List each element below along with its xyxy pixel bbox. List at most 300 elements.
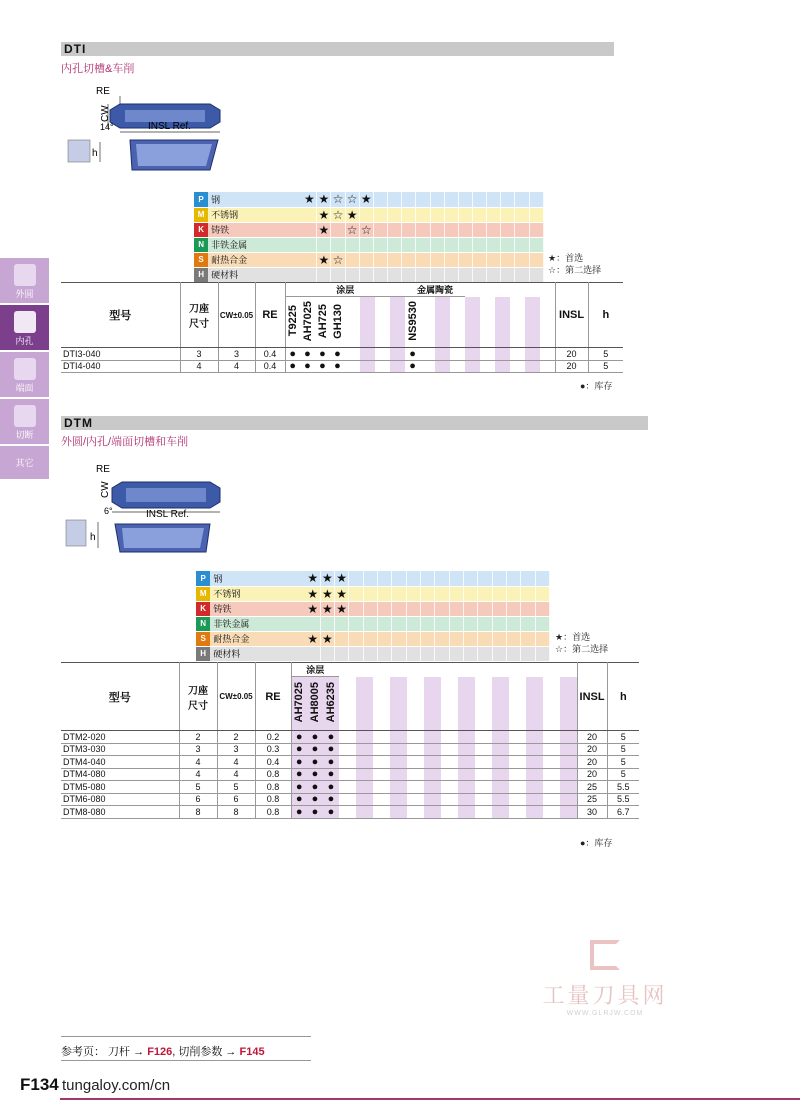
section-code: DTI	[64, 42, 87, 56]
sidebar-tab-external[interactable]	[0, 258, 49, 304]
empty-grade-cell	[378, 631, 392, 646]
empty-stock-cell	[435, 348, 450, 361]
iso-letter: M	[196, 586, 210, 601]
model-cell: DTI4-040	[61, 360, 180, 373]
empty-grade-cell	[435, 631, 449, 646]
holder-size-cell: 4	[180, 360, 218, 373]
empty-grade-cell	[458, 207, 472, 222]
cw-cell: 5	[217, 781, 255, 794]
empty-stock-cell	[543, 806, 560, 819]
empty-stock-cell	[492, 731, 509, 744]
empty-grade-cell	[529, 237, 543, 252]
empty-grade-cell	[506, 601, 520, 616]
coated-group-label: 涂层	[291, 663, 339, 677]
empty-grade-cell	[487, 207, 501, 222]
grade-recommendation: ★	[318, 192, 330, 207]
empty-stock-cell	[492, 793, 509, 806]
empty-stock-cell	[390, 743, 407, 756]
empty-grade-cell	[435, 646, 449, 661]
cw-label: CW	[100, 105, 111, 122]
material-name: 耐热合金	[208, 252, 302, 267]
sidebar-tab-face[interactable]	[0, 352, 49, 398]
empty-stock-cell	[373, 793, 390, 806]
empty-grade-cell	[430, 192, 444, 207]
empty-grade-cell	[463, 586, 477, 601]
stock-dot: ●	[285, 360, 300, 373]
empty-grade-header	[475, 677, 492, 731]
empty-stock-cell	[510, 348, 525, 361]
legend-preferred: ★：首选	[555, 632, 591, 642]
stock-dot: ●	[291, 768, 307, 781]
model-cell: DTM4-080	[61, 768, 179, 781]
stock-dot: ●	[307, 756, 323, 769]
empty-grade-cell	[435, 601, 449, 616]
grade-recommendation: ★	[336, 571, 348, 586]
empty-stock-cell	[339, 768, 356, 781]
empty-grade-cell	[392, 601, 406, 616]
empty-grade-cell	[420, 646, 434, 661]
empty-grade-cell	[515, 207, 529, 222]
table-row	[61, 360, 623, 373]
stock-dot: ●	[323, 781, 339, 794]
empty-grade-cell	[406, 601, 420, 616]
sidebar-tab-other[interactable]	[0, 446, 49, 480]
empty-stock-cell	[495, 360, 510, 373]
iso-letter: H	[196, 646, 210, 661]
empty-grade-cell	[478, 601, 492, 616]
stock-dot: ●	[291, 793, 307, 806]
empty-grade-cell	[435, 616, 449, 631]
grade-header	[300, 297, 315, 348]
grade-name: AH7025	[301, 300, 314, 342]
grade-recommendation: ★	[321, 571, 333, 586]
re-cell: 0.8	[255, 768, 291, 781]
empty-stock-cell	[458, 731, 475, 744]
empty-stock-cell	[407, 793, 424, 806]
empty-grade-cell	[392, 616, 406, 631]
empty-grade-cell	[529, 192, 543, 207]
table-row	[61, 731, 639, 744]
empty-grade-cell	[492, 601, 506, 616]
empty-grade-header	[420, 297, 435, 348]
grade-header	[315, 297, 330, 348]
empty-stock-cell	[390, 781, 407, 794]
grade-legend	[555, 631, 608, 655]
grade-recommendation: ★	[318, 207, 330, 222]
material-name: 非铁金属	[208, 237, 302, 252]
re-cell: 0.8	[255, 781, 291, 794]
grade-recommendation: ★	[306, 571, 320, 586]
empty-grade-cell	[420, 631, 434, 646]
empty-grade-cell	[430, 222, 444, 237]
stock-dot: ●	[291, 806, 307, 819]
iso-letter: K	[196, 601, 210, 616]
empty-stock-cell	[458, 756, 475, 769]
params-page-link[interactable]: F145	[239, 1046, 265, 1058]
empty-grade-cell	[458, 252, 472, 267]
grade-name: T9225	[286, 305, 299, 337]
empty-grade-header	[495, 297, 510, 348]
grade-name: GH130	[331, 303, 344, 339]
cw-cell: 2	[217, 731, 255, 744]
empty-stock-cell	[420, 348, 435, 361]
stock-dot: ●	[323, 768, 339, 781]
empty-stock-cell	[492, 781, 509, 794]
empty-grade-cell	[420, 616, 434, 631]
holder-size-header: 刀座尺寸	[179, 663, 217, 731]
external-turning-icon	[14, 264, 36, 286]
cw-header: CW±0.05	[217, 663, 255, 731]
empty-stock-cell	[339, 806, 356, 819]
empty-grade-cell	[349, 646, 363, 661]
empty-stock-cell	[509, 781, 526, 794]
empty-grade-header	[345, 297, 360, 348]
empty-grade-cell	[506, 646, 520, 661]
table-row	[61, 781, 639, 794]
empty-stock-cell	[526, 793, 543, 806]
empty-grade-header	[424, 677, 441, 731]
empty-stock-cell	[339, 756, 356, 769]
empty-grade-cell	[521, 601, 535, 616]
empty-grade-cell	[515, 237, 529, 252]
grade-recommendation	[359, 207, 373, 222]
empty-grade-cell	[492, 616, 506, 631]
empty-stock-cell	[509, 743, 526, 756]
empty-grade-cell	[392, 571, 406, 586]
grade-recommendation	[303, 207, 317, 222]
empty-grade-cell	[435, 586, 449, 601]
grade-recommendation: ☆	[346, 222, 358, 237]
empty-grade-cell	[449, 571, 463, 586]
empty-grade-cell	[406, 616, 420, 631]
empty-grade-cell	[444, 267, 458, 282]
material-name: 硬材料	[210, 646, 306, 661]
empty-stock-cell	[560, 768, 577, 781]
empty-stock-cell	[450, 360, 465, 373]
material-row	[196, 646, 550, 661]
grade-recommendation	[320, 646, 334, 661]
legend-second: ☆：第二选择	[548, 265, 602, 275]
empty-grade-cell	[535, 601, 549, 616]
grade-recommendation	[317, 267, 331, 282]
insl-header: INSL	[555, 283, 588, 348]
empty-grade-cell	[472, 207, 486, 222]
stock-dot: ●	[405, 360, 420, 373]
stock-dot: ●	[330, 360, 345, 373]
stock-dot: ●	[307, 793, 323, 806]
h-label: h	[92, 148, 98, 159]
empty-stock-cell	[560, 743, 577, 756]
grade-recommendation	[345, 252, 359, 267]
empty-grade-cell	[501, 207, 515, 222]
empty-grade-cell	[406, 646, 420, 661]
empty-stock-cell	[407, 806, 424, 819]
holder-size-cell: 3	[180, 348, 218, 361]
footer-url[interactable]: tungaloy.com/cn	[62, 1077, 171, 1094]
sidebar-tab-label: 端面	[15, 383, 34, 393]
re-label: RE	[96, 464, 110, 475]
empty-stock-cell	[339, 731, 356, 744]
empty-grade-cell	[449, 631, 463, 646]
material-row	[194, 222, 544, 237]
empty-grade-cell	[406, 631, 420, 646]
empty-grade-cell	[378, 601, 392, 616]
empty-stock-cell	[509, 793, 526, 806]
empty-grade-header	[435, 297, 450, 348]
re-cell: 0.4	[255, 348, 285, 361]
material-name: 硬材料	[208, 267, 302, 282]
empty-grade-cell	[501, 192, 515, 207]
empty-grade-cell	[373, 207, 387, 222]
grade-recommendation	[303, 222, 317, 237]
empty-stock-cell	[424, 731, 441, 744]
grade-recommendation	[335, 616, 349, 631]
empty-grade-cell	[521, 646, 535, 661]
holder-page-link[interactable]: F126	[147, 1046, 173, 1058]
empty-grade-cell	[416, 222, 430, 237]
empty-grade-cell	[402, 237, 416, 252]
empty-grade-header	[441, 677, 458, 731]
stock-dot: ●	[330, 348, 345, 361]
empty-stock-cell	[475, 768, 492, 781]
re-cell: 0.3	[255, 743, 291, 756]
empty-grade-header	[480, 297, 495, 348]
empty-grade-cell	[444, 237, 458, 252]
empty-grade-cell	[501, 252, 515, 267]
empty-stock-cell	[475, 781, 492, 794]
empty-grade-cell	[406, 571, 420, 586]
grade-recommendation	[331, 222, 345, 237]
model-cell: DTI3-040	[61, 348, 180, 361]
reference-divider	[61, 1036, 311, 1037]
dtm-material-table	[196, 571, 550, 662]
empty-grade-cell	[416, 192, 430, 207]
empty-grade-cell	[392, 646, 406, 661]
empty-grade-cell	[363, 631, 377, 646]
empty-grade-cell	[521, 586, 535, 601]
re-header: RE	[255, 663, 291, 731]
empty-grade-cell	[472, 237, 486, 252]
legend-second: ☆：第二选择	[555, 644, 609, 654]
empty-stock-cell	[458, 743, 475, 756]
empty-stock-cell	[441, 768, 458, 781]
empty-grade-cell	[349, 601, 363, 616]
sidebar-tab-internal[interactable]	[0, 305, 49, 351]
sidebar-tab-cutoff[interactable]	[0, 399, 49, 445]
empty-grade-cell	[472, 222, 486, 237]
insl-cell: 20	[577, 731, 607, 744]
empty-grade-cell	[416, 267, 430, 282]
empty-grade-cell	[535, 586, 549, 601]
coated-group-label: 涂层	[285, 283, 405, 297]
table-row	[61, 756, 639, 769]
empty-grade-header	[525, 297, 540, 348]
empty-stock-cell	[560, 731, 577, 744]
cw-label: CW	[100, 481, 111, 498]
material-name: 铸铁	[210, 601, 306, 616]
material-row	[196, 571, 550, 586]
material-row	[194, 252, 544, 267]
empty-grade-cell	[529, 252, 543, 267]
empty-stock-cell	[441, 731, 458, 744]
empty-stock-cell	[390, 756, 407, 769]
grade-recommendation	[303, 252, 317, 267]
holder-size-header: 刀座尺寸	[180, 283, 218, 348]
empty-grade-cell	[515, 192, 529, 207]
h-cell: 5	[588, 348, 623, 361]
empty-stock-cell	[560, 756, 577, 769]
model-cell: DTM4-040	[61, 756, 179, 769]
stock-dot: ●	[291, 781, 307, 794]
dti-material-table	[194, 192, 544, 283]
empty-grade-cell	[458, 222, 472, 237]
grade-recommendation: ☆	[360, 222, 372, 237]
empty-grade-cell	[492, 571, 506, 586]
empty-grade-cell	[388, 207, 402, 222]
empty-stock-cell	[475, 731, 492, 744]
iso-letter: M	[194, 207, 208, 222]
empty-grade-cell	[449, 646, 463, 661]
grade-recommendation: ★	[336, 601, 348, 616]
grade-recommendation: ★	[306, 631, 320, 646]
stock-dot: ●	[323, 731, 339, 744]
empty-grade-cell	[420, 586, 434, 601]
insl-label: INSL Ref.	[146, 509, 189, 520]
empty-stock-cell	[465, 360, 480, 373]
grade-header	[291, 677, 307, 731]
re-label: RE	[96, 86, 110, 97]
material-row	[196, 616, 550, 631]
grade-recommendation	[335, 646, 349, 661]
grade-recommendation: ☆	[332, 192, 344, 207]
insl-cell: 30	[577, 806, 607, 819]
grade-recommendation	[331, 237, 345, 252]
empty-grade-cell	[420, 571, 434, 586]
footer-divider	[60, 1098, 800, 1100]
h-cell: 6.7	[607, 806, 639, 819]
sidebar-tab-label: 切断	[15, 430, 34, 440]
empty-grade-cell	[430, 207, 444, 222]
re-cell: 0.8	[255, 793, 291, 806]
cw-cell: 3	[217, 743, 255, 756]
iso-letter: H	[194, 267, 208, 282]
material-name: 钢	[208, 192, 302, 207]
empty-grade-cell	[349, 586, 363, 601]
empty-grade-cell	[501, 237, 515, 252]
empty-grade-cell	[402, 207, 416, 222]
insl-label: INSL Ref.	[148, 121, 191, 132]
empty-grade-cell	[402, 252, 416, 267]
empty-grade-cell	[463, 646, 477, 661]
empty-stock-cell	[360, 360, 375, 373]
grade-recommendation	[359, 252, 373, 267]
material-row	[196, 631, 550, 646]
empty-stock-cell	[458, 781, 475, 794]
stock-dot: ●	[307, 743, 323, 756]
empty-grade-cell	[349, 616, 363, 631]
empty-grade-header	[560, 677, 577, 731]
model-header: 型号	[61, 283, 180, 348]
empty-stock-cell	[390, 768, 407, 781]
empty-grade-header	[375, 297, 390, 348]
empty-stock-cell	[390, 348, 405, 361]
empty-grade-cell	[487, 222, 501, 237]
re-header: RE	[255, 283, 285, 348]
empty-stock-cell	[509, 806, 526, 819]
empty-stock-cell	[441, 743, 458, 756]
empty-grade-cell	[463, 616, 477, 631]
material-name: 非铁金属	[210, 616, 306, 631]
grade-recommendation	[359, 237, 373, 252]
grade-header	[405, 297, 420, 348]
empty-grade-cell	[388, 237, 402, 252]
empty-stock-cell	[543, 768, 560, 781]
empty-grade-cell	[487, 192, 501, 207]
material-row	[196, 601, 550, 616]
table-row	[61, 348, 623, 361]
h-label: h	[90, 532, 96, 543]
empty-grade-cell	[521, 616, 535, 631]
empty-grade-cell	[378, 616, 392, 631]
empty-grade-cell	[449, 586, 463, 601]
empty-stock-cell	[373, 756, 390, 769]
dti-insert-drawing	[60, 82, 240, 182]
empty-stock-cell	[339, 743, 356, 756]
empty-grade-cell	[444, 207, 458, 222]
stock-dot: ●	[291, 731, 307, 744]
empty-grade-cell	[478, 616, 492, 631]
table-row	[61, 806, 639, 819]
empty-grade-cell	[535, 571, 549, 586]
model-cell: DTM5-080	[61, 781, 179, 794]
empty-stock-cell	[356, 806, 373, 819]
iso-letter: S	[196, 631, 210, 646]
grade-recommendation	[303, 267, 317, 282]
model-cell: DTM8-080	[61, 806, 179, 819]
empty-stock-cell	[475, 806, 492, 819]
empty-stock-cell	[375, 348, 390, 361]
grade-recommendation: ★	[306, 586, 320, 601]
grade-recommendation	[306, 616, 320, 631]
empty-stock-cell	[492, 768, 509, 781]
stock-dot: ●	[323, 756, 339, 769]
empty-grade-cell	[378, 586, 392, 601]
empty-stock-cell	[373, 768, 390, 781]
material-name: 钢	[210, 571, 306, 586]
empty-grade-header	[390, 677, 407, 731]
empty-stock-cell	[407, 768, 424, 781]
grade-recommendation: ☆	[332, 252, 344, 267]
stock-dot: ●	[307, 768, 323, 781]
iso-letter: P	[194, 192, 208, 207]
empty-stock-cell	[424, 806, 441, 819]
empty-grade-cell	[349, 631, 363, 646]
empty-grade-cell	[535, 631, 549, 646]
empty-grade-cell	[388, 252, 402, 267]
insl-header: INSL	[577, 663, 607, 731]
empty-grade-cell	[444, 252, 458, 267]
h-cell: 5	[588, 360, 623, 373]
empty-stock-cell	[495, 348, 510, 361]
empty-grade-cell	[529, 267, 543, 282]
empty-grade-cell	[535, 616, 549, 631]
holder-size-cell: 6	[179, 793, 217, 806]
grade-recommendation	[317, 237, 331, 252]
empty-grade-header	[458, 677, 475, 731]
iso-letter: K	[194, 222, 208, 237]
table-row	[61, 768, 639, 781]
iso-letter: P	[196, 571, 210, 586]
